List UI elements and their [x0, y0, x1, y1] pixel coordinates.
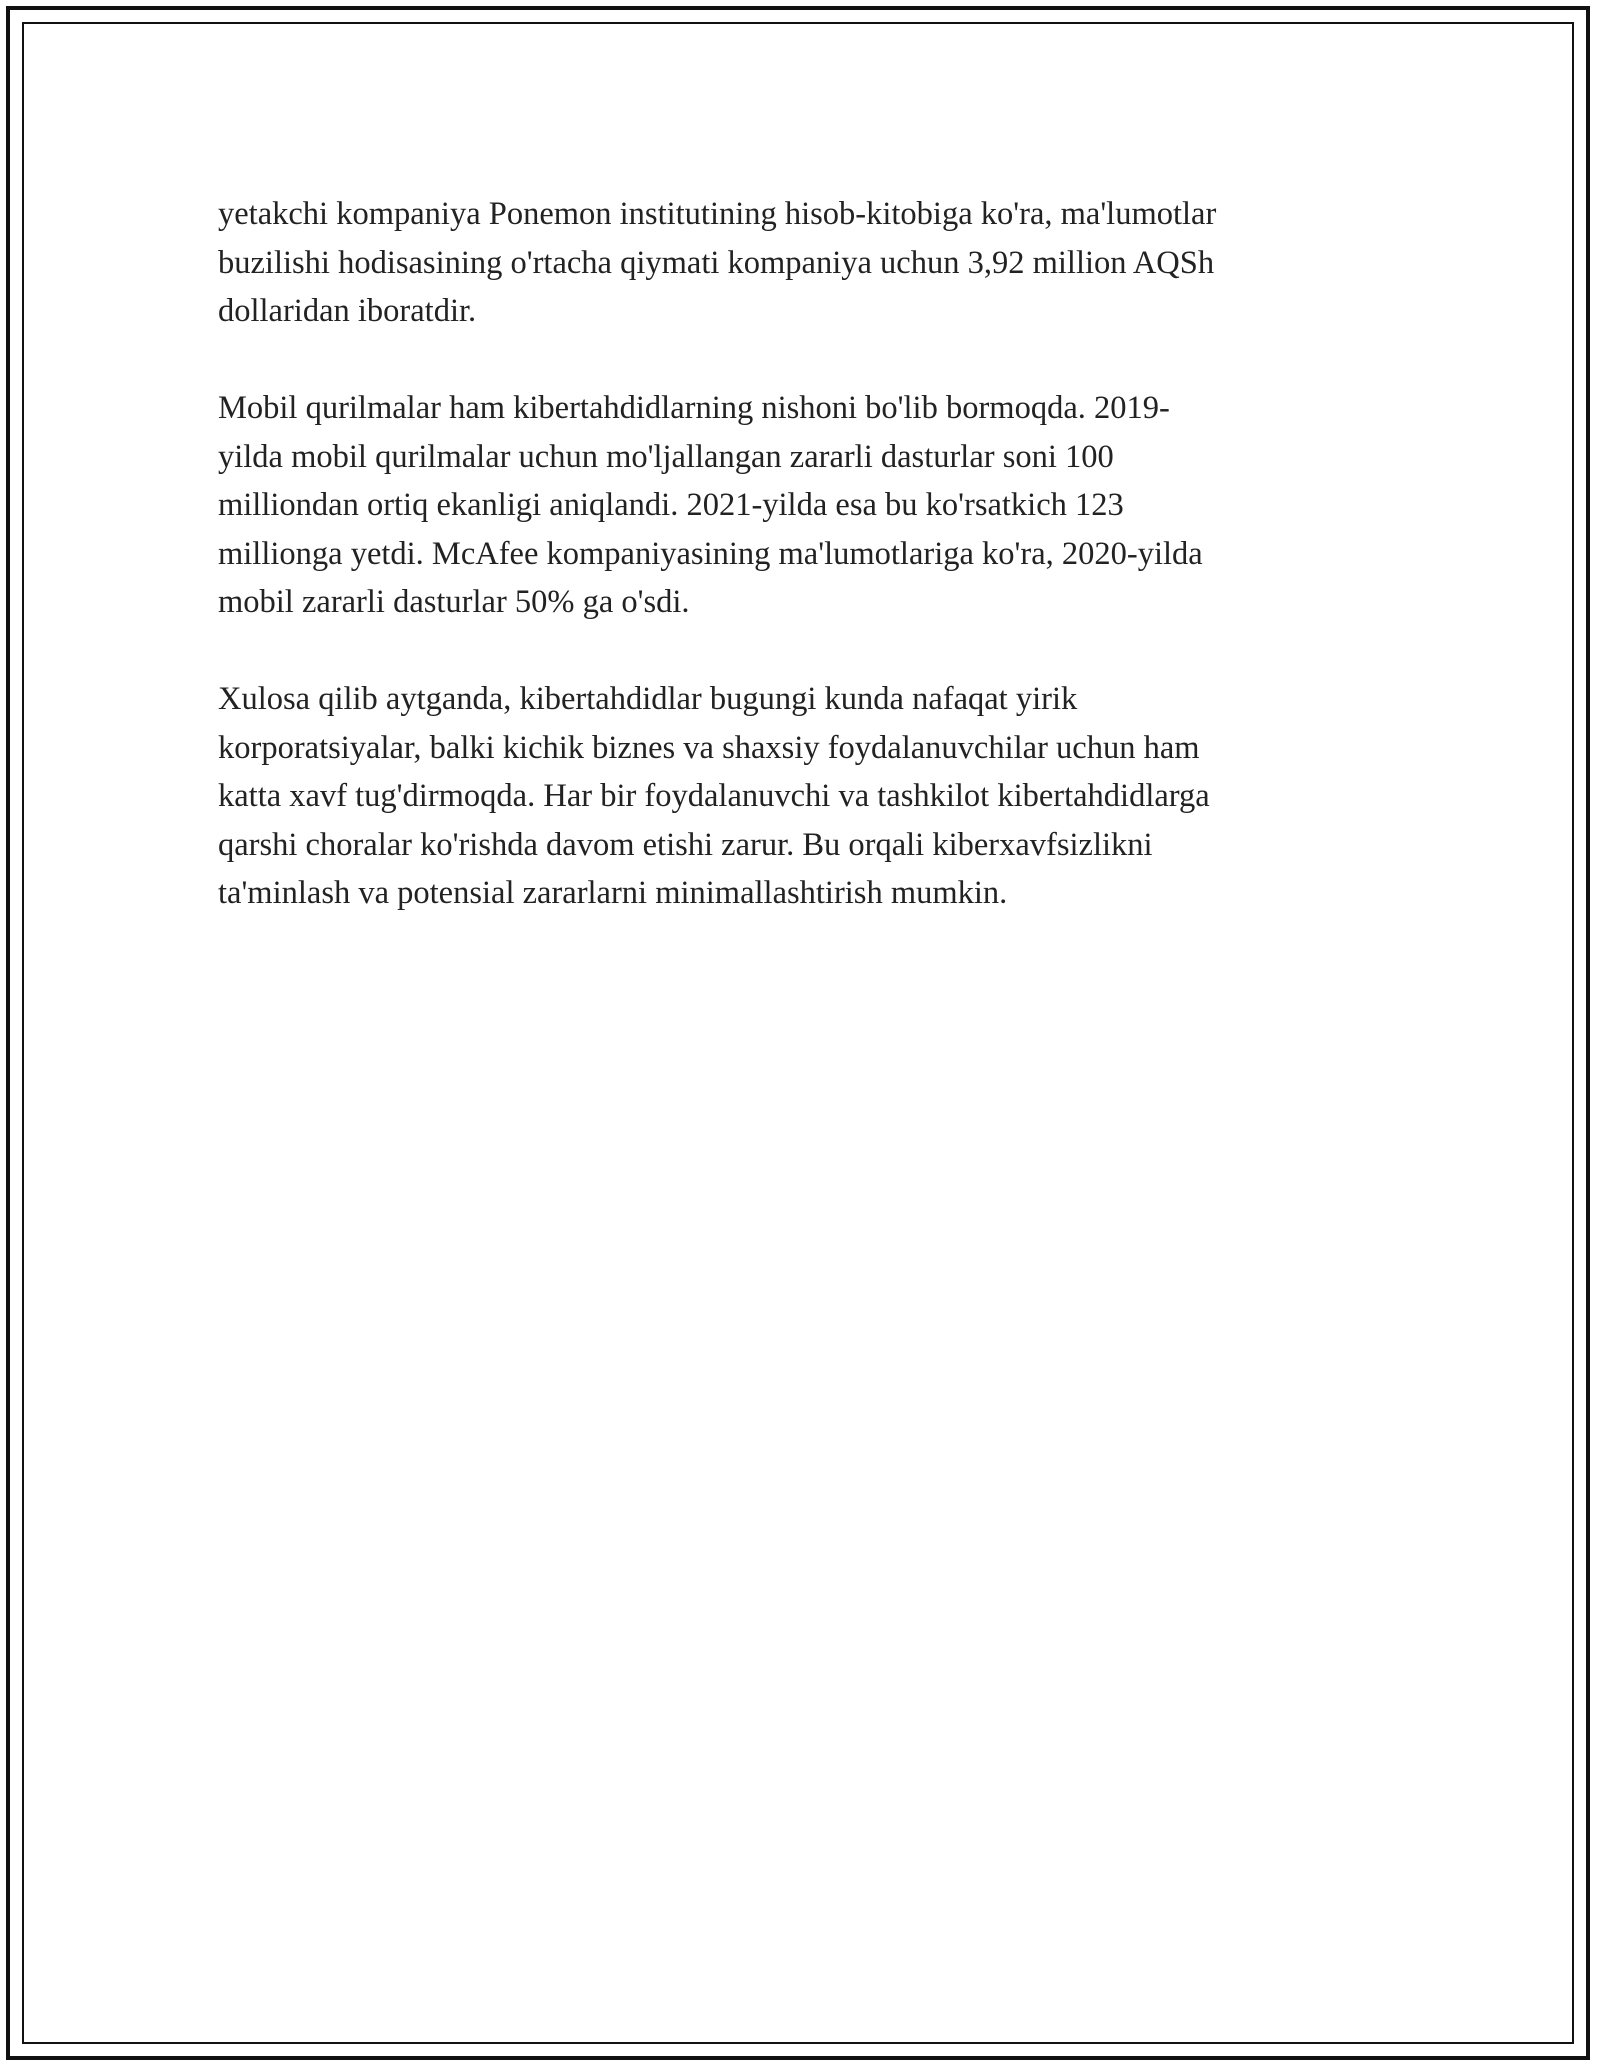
text-line: Mobil qurilmalar ham kibertahdidlarning nishoni bo'lib bormoqda. 2019-	[218, 390, 1170, 426]
paragraph	[218, 190, 1358, 336]
paragraph	[218, 675, 1358, 918]
text-line: Xulosa qilib aytganda, kibertahdidlar bugungi kunda nafaqat yirik	[218, 681, 1078, 717]
text-line: milliondan ortiq ekanligi aniqlandi. 2021-yilda esa bu ko'rsatkich 123	[218, 487, 1124, 523]
paragraph	[218, 384, 1358, 627]
text-line: katta xavf tug'dirmoqda. Har bir foydalanuvchi va tashkilot kibertahdidlarga	[218, 778, 1210, 814]
text-line: buzilishi hodisasining o'rtacha qiymati kompaniya uchun 3,92 million AQSh	[218, 244, 1215, 281]
document-body	[218, 190, 1358, 966]
text-line: dollaridan iboratdir.	[218, 293, 477, 329]
text-line: millionga yetdi. McAfee kompaniyasining ma'lumotlariga ko'ra, 2020-yilda	[218, 535, 1203, 572]
text-line: yetakchi kompaniya Ponemon institutining hisob-kitobiga ko'ra, ma'lumotlar	[218, 196, 1217, 232]
text-line: korporatsiyalar, balki kichik biznes va shaxsiy foydalanuvchilar uchun ham	[218, 729, 1200, 766]
text-line: yilda mobil qurilmalar uchun mo'ljallangan zararli dasturlar soni 100	[218, 438, 1114, 475]
text-line: qarshi choralar ko'rishda davom etishi zarur. Bu orqali kiberxavfsizlikni	[218, 826, 1153, 863]
text-line: mobil zararli dasturlar 50% ga o'sdi.	[218, 584, 690, 620]
text-line: ta'minlash va potensial zararlarni minimallashtirish mumkin.	[218, 875, 1008, 911]
